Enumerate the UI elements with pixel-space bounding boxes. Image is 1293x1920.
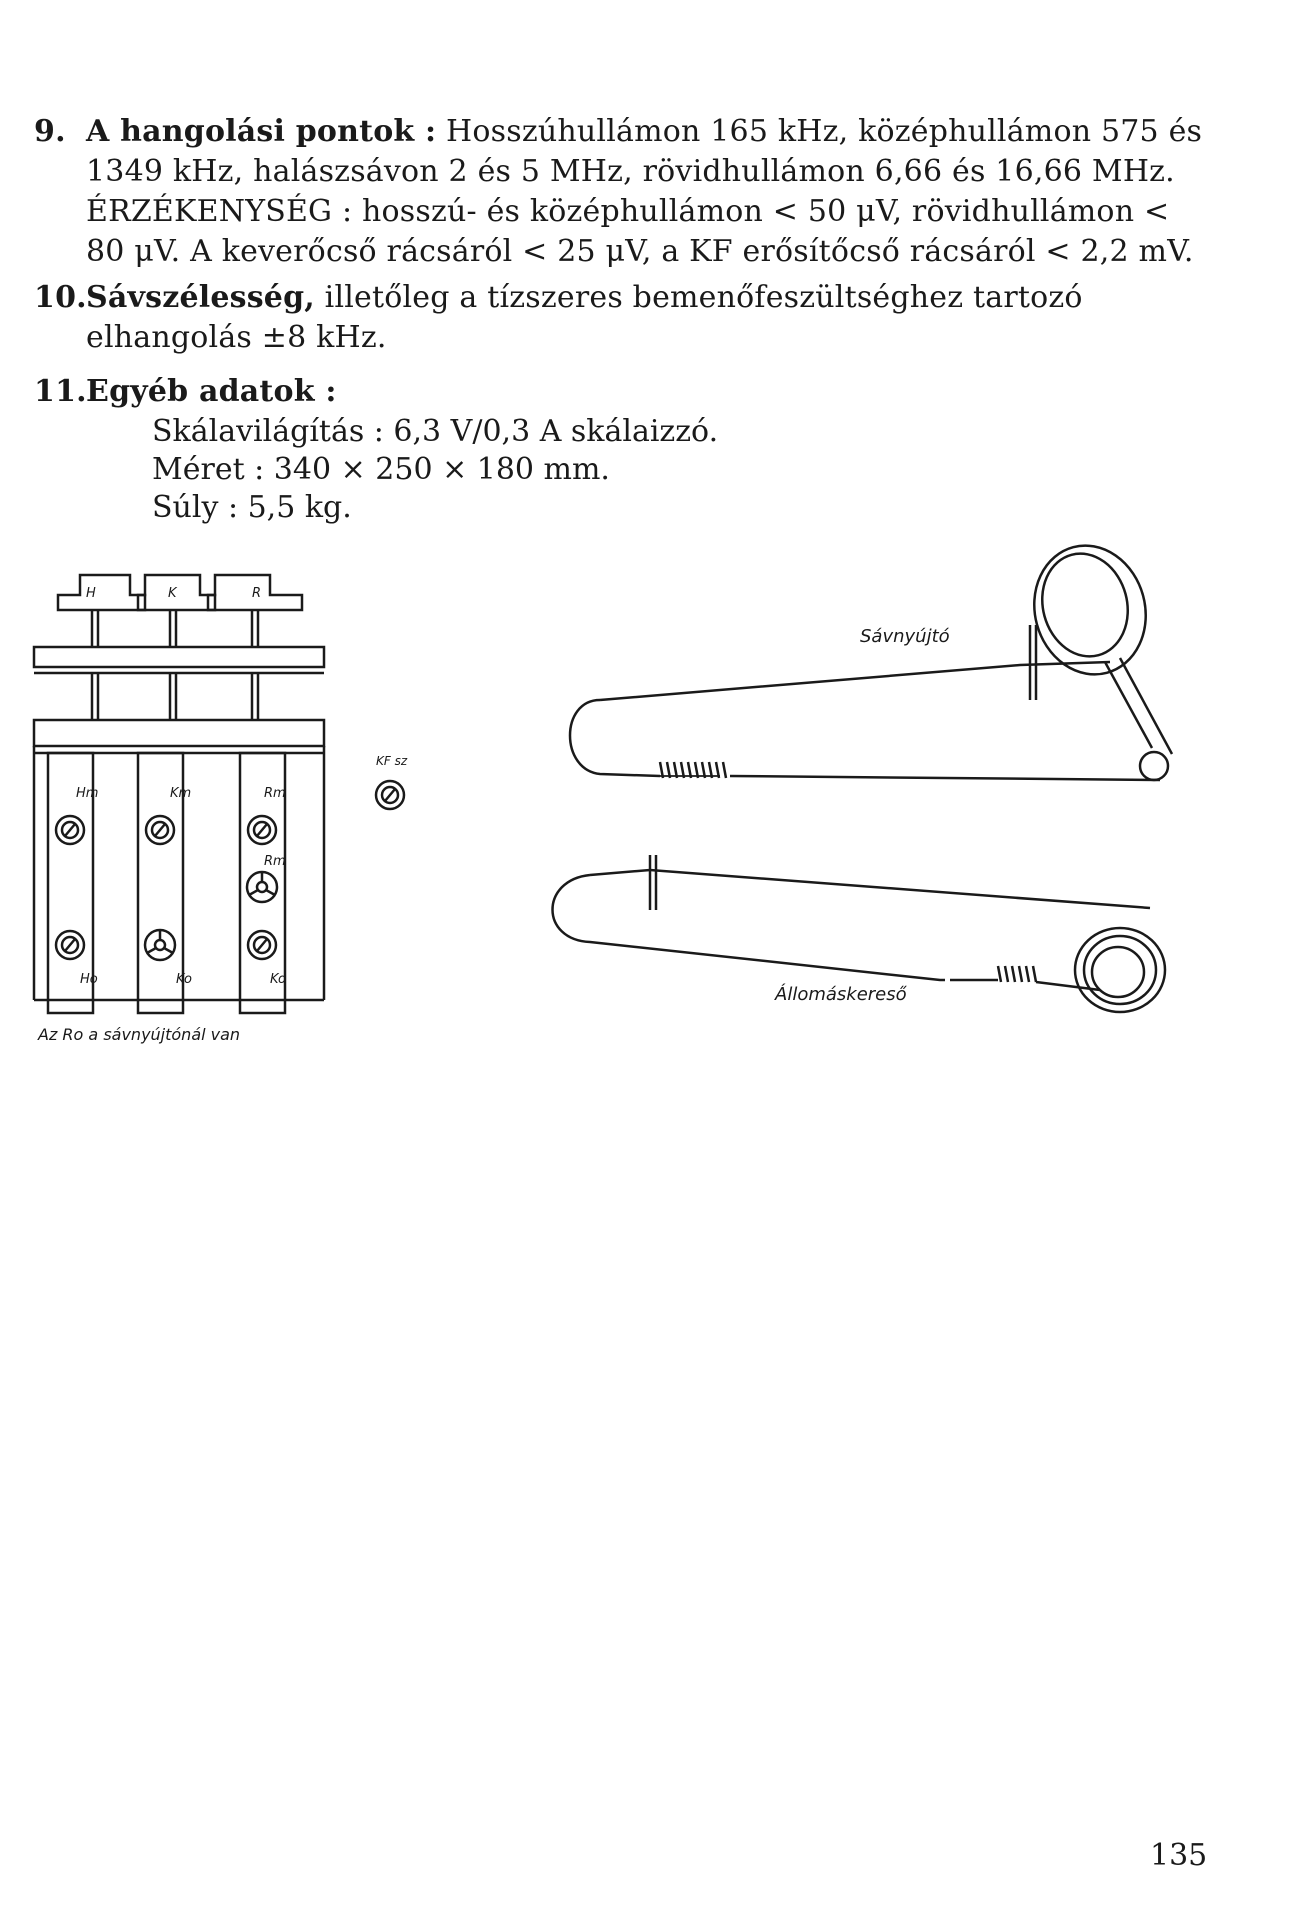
item-10	[34, 278, 1204, 358]
coil-label: Ko	[270, 972, 287, 987]
item-title: A hangolási pontok :	[86, 114, 437, 149]
coil-label: Rm	[264, 786, 286, 801]
coil-label: Hm	[76, 786, 99, 801]
item-9	[34, 112, 1204, 192]
coil-label: Ko	[176, 972, 193, 987]
spec-line: Méret : 340 × 250 × 180 mm.	[152, 452, 610, 487]
dial-cord-diagram	[520, 540, 1180, 1020]
figure-caption: Az Ro a sávnyújtónál van	[38, 1025, 241, 1044]
label-savnyujto: Sávnyújtó	[860, 626, 950, 647]
item-number: 9.	[34, 114, 66, 149]
label-allomaskereso: Állomáskereső	[775, 984, 907, 1005]
item-9-sensitivity	[34, 192, 1204, 272]
item-title: Egyéb adatok :	[86, 374, 337, 409]
button-label: R	[252, 586, 262, 601]
item-text: illetőleg a tízszeres bemenőfeszültséghez tartozó elhangolás ±8 kHz.	[86, 280, 1083, 355]
spec-line: Skálavilágítás : 6,3 V/0,3 A skálaizzó.	[152, 414, 719, 449]
button-label: H	[86, 586, 96, 601]
coil-label: Ho	[80, 972, 98, 987]
item-number: 10.	[34, 280, 87, 315]
item-title: Sávszélesség,	[86, 280, 315, 315]
button-label: K	[168, 586, 177, 601]
item-number: 11.	[34, 374, 87, 409]
kf-label: KF sz	[376, 754, 408, 768]
item-body	[86, 278, 1204, 358]
coil-block-diagram	[30, 565, 430, 1055]
spec-line: Súly : 5,5 kg.	[152, 490, 352, 525]
item-body: ÉRZÉKENYSÉG : hosszú- és középhullámon < 50 μV, rövidhullámon < 80 μV. A keverőcső rácsáról < 25 μV, a KF erősítőcső rácsáról < 2,2 mV.	[86, 194, 1194, 269]
item-body	[86, 372, 1204, 412]
item-text: Hosszúhullámon 165 kHz, középhullámon 575 és 1349 kHz, halászsávon 2 és 5 MHz, rövidhullámon 6,66 és 16,66 MHz.	[86, 114, 1203, 189]
item-11	[34, 372, 1204, 412]
coil-label: Km	[170, 786, 192, 801]
page-number: 135	[1150, 1838, 1208, 1873]
item-body	[86, 112, 1204, 192]
coil-label: Rm	[264, 854, 286, 869]
